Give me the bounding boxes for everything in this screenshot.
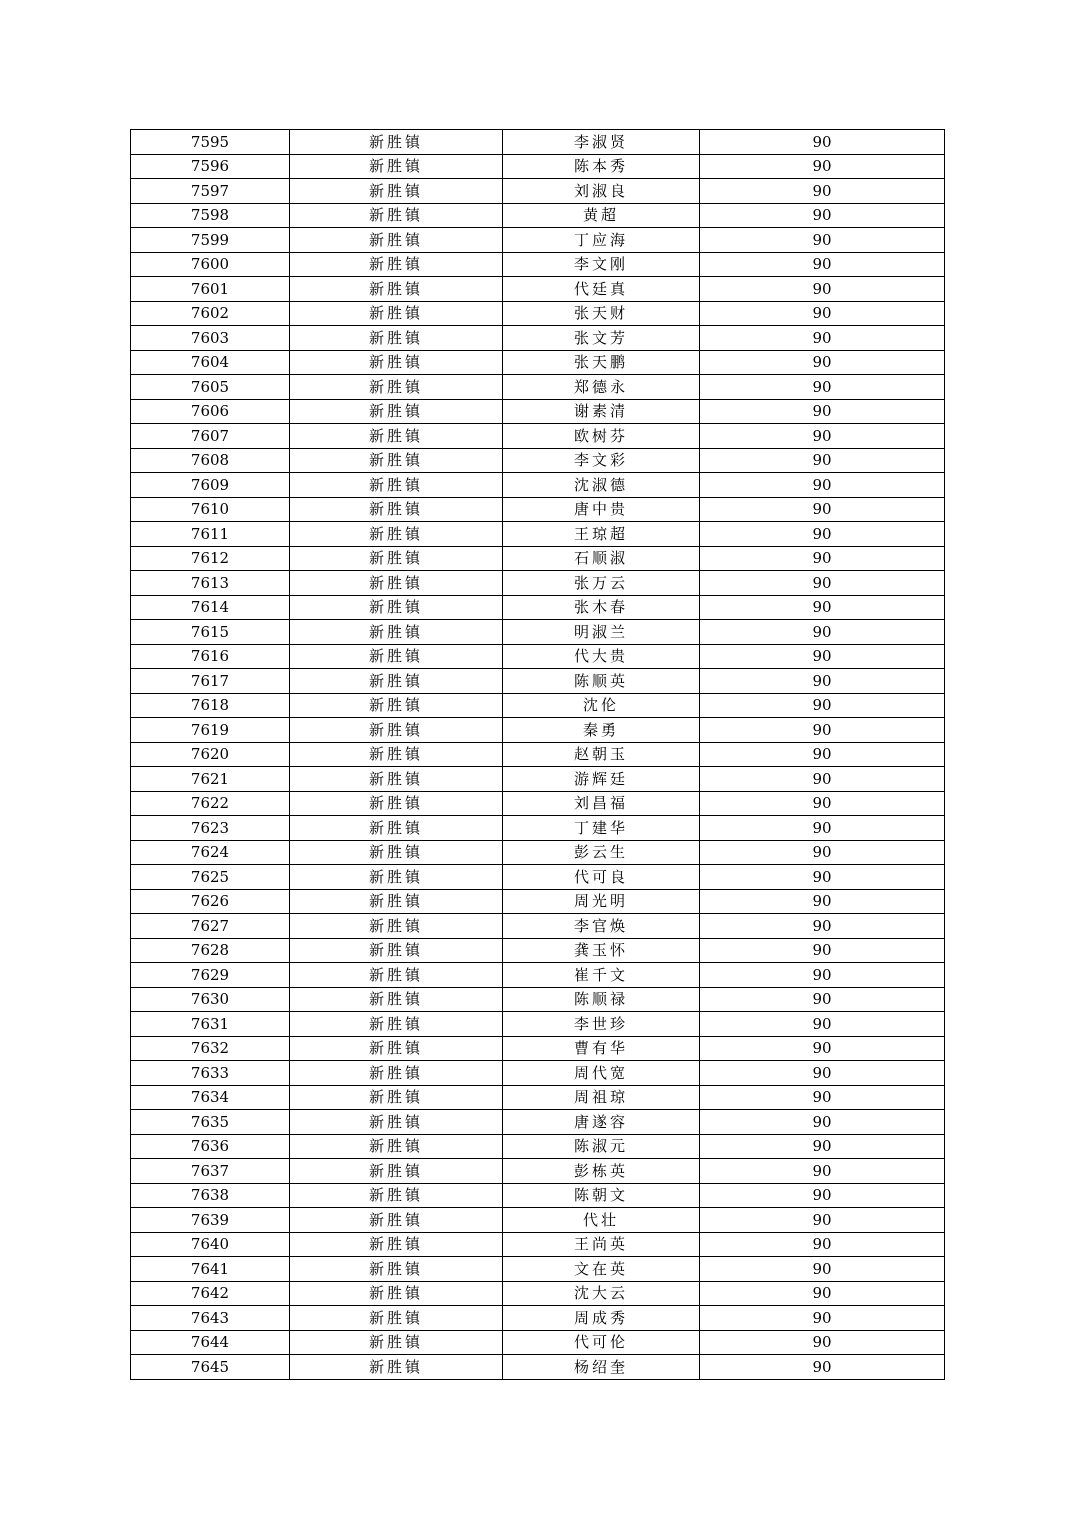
table-row bbox=[131, 1061, 945, 1086]
value-cell: 90 bbox=[700, 1183, 945, 1208]
row-number-cell: 7625 bbox=[131, 865, 290, 890]
town-cell: 新胜镇 bbox=[290, 1281, 503, 1306]
table-row bbox=[131, 1085, 945, 1110]
value-cell: 90 bbox=[700, 154, 945, 179]
town-cell: 新胜镇 bbox=[290, 154, 503, 179]
person-name-cell: 秦勇 bbox=[503, 718, 700, 743]
table-row bbox=[131, 1257, 945, 1282]
row-number-cell: 7612 bbox=[131, 546, 290, 571]
value-cell: 90 bbox=[700, 203, 945, 228]
table-row bbox=[131, 350, 945, 375]
table-row bbox=[131, 595, 945, 620]
value-cell: 90 bbox=[700, 767, 945, 792]
person-name-cell: 沈伦 bbox=[503, 693, 700, 718]
table-row bbox=[131, 938, 945, 963]
row-number-cell: 7627 bbox=[131, 914, 290, 939]
person-name-cell: 沈淑德 bbox=[503, 473, 700, 498]
row-number-cell: 7640 bbox=[131, 1232, 290, 1257]
row-number-cell: 7633 bbox=[131, 1061, 290, 1086]
person-name-cell: 谢素清 bbox=[503, 399, 700, 424]
value-cell: 90 bbox=[700, 791, 945, 816]
table-row bbox=[131, 791, 945, 816]
row-number-cell: 7608 bbox=[131, 448, 290, 473]
row-number-cell: 7638 bbox=[131, 1183, 290, 1208]
table-row bbox=[131, 473, 945, 498]
table-row bbox=[131, 889, 945, 914]
person-name-cell: 李文刚 bbox=[503, 252, 700, 277]
town-cell: 新胜镇 bbox=[290, 840, 503, 865]
person-name-cell: 周代宽 bbox=[503, 1061, 700, 1086]
table-row bbox=[131, 326, 945, 351]
town-cell: 新胜镇 bbox=[290, 1134, 503, 1159]
table-row bbox=[131, 448, 945, 473]
row-number-cell: 7596 bbox=[131, 154, 290, 179]
person-name-cell: 龚玉怀 bbox=[503, 938, 700, 963]
value-cell: 90 bbox=[700, 742, 945, 767]
table-row bbox=[131, 669, 945, 694]
value-cell: 90 bbox=[700, 963, 945, 988]
table-row bbox=[131, 399, 945, 424]
town-cell: 新胜镇 bbox=[290, 987, 503, 1012]
value-cell: 90 bbox=[700, 1306, 945, 1331]
table-row bbox=[131, 546, 945, 571]
row-number-cell: 7642 bbox=[131, 1281, 290, 1306]
town-cell: 新胜镇 bbox=[290, 522, 503, 547]
value-cell: 90 bbox=[700, 571, 945, 596]
row-number-cell: 7601 bbox=[131, 277, 290, 302]
town-cell: 新胜镇 bbox=[290, 375, 503, 400]
town-cell: 新胜镇 bbox=[290, 179, 503, 204]
person-name-cell: 李官焕 bbox=[503, 914, 700, 939]
row-number-cell: 7621 bbox=[131, 767, 290, 792]
person-name-cell: 丁应海 bbox=[503, 228, 700, 253]
person-name-cell: 陈朝文 bbox=[503, 1183, 700, 1208]
town-cell: 新胜镇 bbox=[290, 203, 503, 228]
town-cell: 新胜镇 bbox=[290, 228, 503, 253]
value-cell: 90 bbox=[700, 1232, 945, 1257]
table-row bbox=[131, 497, 945, 522]
row-number-cell: 7595 bbox=[131, 130, 290, 155]
row-number-cell: 7598 bbox=[131, 203, 290, 228]
value-cell: 90 bbox=[700, 1134, 945, 1159]
row-number-cell: 7641 bbox=[131, 1257, 290, 1282]
table-row bbox=[131, 130, 945, 155]
person-name-cell: 杨绍奎 bbox=[503, 1355, 700, 1380]
person-name-cell: 张文芳 bbox=[503, 326, 700, 351]
row-number-cell: 7635 bbox=[131, 1110, 290, 1135]
person-name-cell: 李淑贤 bbox=[503, 130, 700, 155]
town-cell: 新胜镇 bbox=[290, 1232, 503, 1257]
row-number-cell: 7634 bbox=[131, 1085, 290, 1110]
table-row bbox=[131, 767, 945, 792]
value-cell: 90 bbox=[700, 179, 945, 204]
row-number-cell: 7643 bbox=[131, 1306, 290, 1331]
table-row bbox=[131, 179, 945, 204]
town-cell: 新胜镇 bbox=[290, 448, 503, 473]
table-row bbox=[131, 1306, 945, 1331]
person-name-cell: 陈淑元 bbox=[503, 1134, 700, 1159]
table-row bbox=[131, 742, 945, 767]
value-cell: 90 bbox=[700, 987, 945, 1012]
row-number-cell: 7628 bbox=[131, 938, 290, 963]
town-cell: 新胜镇 bbox=[290, 277, 503, 302]
person-name-cell: 丁建华 bbox=[503, 816, 700, 841]
person-name-cell: 欧树芬 bbox=[503, 424, 700, 449]
town-cell: 新胜镇 bbox=[290, 767, 503, 792]
row-number-cell: 7614 bbox=[131, 595, 290, 620]
row-number-cell: 7620 bbox=[131, 742, 290, 767]
person-name-cell: 刘淑良 bbox=[503, 179, 700, 204]
person-name-cell: 周光明 bbox=[503, 889, 700, 914]
value-cell: 90 bbox=[700, 889, 945, 914]
value-cell: 90 bbox=[700, 1355, 945, 1380]
town-cell: 新胜镇 bbox=[290, 1257, 503, 1282]
value-cell: 90 bbox=[700, 865, 945, 890]
town-cell: 新胜镇 bbox=[290, 1330, 503, 1355]
table-row bbox=[131, 424, 945, 449]
row-number-cell: 7606 bbox=[131, 399, 290, 424]
table-row bbox=[131, 1232, 945, 1257]
table-row bbox=[131, 571, 945, 596]
value-cell: 90 bbox=[700, 669, 945, 694]
table-row bbox=[131, 154, 945, 179]
table-row bbox=[131, 1355, 945, 1380]
row-number-cell: 7623 bbox=[131, 816, 290, 841]
value-cell: 90 bbox=[700, 350, 945, 375]
value-cell: 90 bbox=[700, 1110, 945, 1135]
table-row bbox=[131, 277, 945, 302]
town-cell: 新胜镇 bbox=[290, 938, 503, 963]
person-name-cell: 赵朝玉 bbox=[503, 742, 700, 767]
town-cell: 新胜镇 bbox=[290, 1208, 503, 1233]
table-row bbox=[131, 1012, 945, 1037]
row-number-cell: 7599 bbox=[131, 228, 290, 253]
value-cell: 90 bbox=[700, 497, 945, 522]
table-row bbox=[131, 252, 945, 277]
person-name-cell: 崔千文 bbox=[503, 963, 700, 988]
row-number-cell: 7631 bbox=[131, 1012, 290, 1037]
table-row bbox=[131, 228, 945, 253]
table-row bbox=[131, 1159, 945, 1184]
row-number-cell: 7616 bbox=[131, 644, 290, 669]
value-cell: 90 bbox=[700, 718, 945, 743]
row-number-cell: 7604 bbox=[131, 350, 290, 375]
table-row bbox=[131, 1134, 945, 1159]
table-row bbox=[131, 1208, 945, 1233]
value-cell: 90 bbox=[700, 1012, 945, 1037]
person-name-cell: 唐中贵 bbox=[503, 497, 700, 522]
person-name-cell: 彭栋英 bbox=[503, 1159, 700, 1184]
row-number-cell: 7619 bbox=[131, 718, 290, 743]
town-cell: 新胜镇 bbox=[290, 1036, 503, 1061]
town-cell: 新胜镇 bbox=[290, 620, 503, 645]
table-row bbox=[131, 522, 945, 547]
row-number-cell: 7632 bbox=[131, 1036, 290, 1061]
value-cell: 90 bbox=[700, 1208, 945, 1233]
row-number-cell: 7605 bbox=[131, 375, 290, 400]
data-table bbox=[130, 129, 945, 1380]
town-cell: 新胜镇 bbox=[290, 473, 503, 498]
value-cell: 90 bbox=[700, 816, 945, 841]
town-cell: 新胜镇 bbox=[290, 742, 503, 767]
value-cell: 90 bbox=[700, 399, 945, 424]
town-cell: 新胜镇 bbox=[290, 1159, 503, 1184]
value-cell: 90 bbox=[700, 252, 945, 277]
table-row bbox=[131, 987, 945, 1012]
table-row bbox=[131, 1281, 945, 1306]
row-number-cell: 7617 bbox=[131, 669, 290, 694]
table-row bbox=[131, 375, 945, 400]
table-row bbox=[131, 1330, 945, 1355]
row-number-cell: 7607 bbox=[131, 424, 290, 449]
value-cell: 90 bbox=[700, 1281, 945, 1306]
row-number-cell: 7611 bbox=[131, 522, 290, 547]
person-name-cell: 代大贵 bbox=[503, 644, 700, 669]
town-cell: 新胜镇 bbox=[290, 595, 503, 620]
town-cell: 新胜镇 bbox=[290, 1355, 503, 1380]
person-name-cell: 彭云生 bbox=[503, 840, 700, 865]
value-cell: 90 bbox=[700, 228, 945, 253]
row-number-cell: 7618 bbox=[131, 693, 290, 718]
town-cell: 新胜镇 bbox=[290, 1061, 503, 1086]
town-cell: 新胜镇 bbox=[290, 1306, 503, 1331]
town-cell: 新胜镇 bbox=[290, 865, 503, 890]
person-name-cell: 陈顺禄 bbox=[503, 987, 700, 1012]
row-number-cell: 7636 bbox=[131, 1134, 290, 1159]
person-name-cell: 陈本秀 bbox=[503, 154, 700, 179]
row-number-cell: 7597 bbox=[131, 179, 290, 204]
value-cell: 90 bbox=[700, 620, 945, 645]
value-cell: 90 bbox=[700, 326, 945, 351]
person-name-cell: 代可良 bbox=[503, 865, 700, 890]
value-cell: 90 bbox=[700, 301, 945, 326]
town-cell: 新胜镇 bbox=[290, 791, 503, 816]
town-cell: 新胜镇 bbox=[290, 252, 503, 277]
town-cell: 新胜镇 bbox=[290, 497, 503, 522]
value-cell: 90 bbox=[700, 1036, 945, 1061]
town-cell: 新胜镇 bbox=[290, 130, 503, 155]
table-row bbox=[131, 693, 945, 718]
row-number-cell: 7644 bbox=[131, 1330, 290, 1355]
row-number-cell: 7626 bbox=[131, 889, 290, 914]
row-number-cell: 7603 bbox=[131, 326, 290, 351]
row-number-cell: 7610 bbox=[131, 497, 290, 522]
value-cell: 90 bbox=[700, 644, 945, 669]
town-cell: 新胜镇 bbox=[290, 914, 503, 939]
value-cell: 90 bbox=[700, 546, 945, 571]
person-name-cell: 唐遂容 bbox=[503, 1110, 700, 1135]
person-name-cell: 周成秀 bbox=[503, 1306, 700, 1331]
person-name-cell: 明淑兰 bbox=[503, 620, 700, 645]
town-cell: 新胜镇 bbox=[290, 424, 503, 449]
town-cell: 新胜镇 bbox=[290, 326, 503, 351]
person-name-cell: 张天鹏 bbox=[503, 350, 700, 375]
town-cell: 新胜镇 bbox=[290, 1183, 503, 1208]
table-row bbox=[131, 620, 945, 645]
town-cell: 新胜镇 bbox=[290, 571, 503, 596]
table-row bbox=[131, 301, 945, 326]
value-cell: 90 bbox=[700, 1257, 945, 1282]
value-cell: 90 bbox=[700, 1061, 945, 1086]
row-number-cell: 7645 bbox=[131, 1355, 290, 1380]
row-number-cell: 7609 bbox=[131, 473, 290, 498]
table-row bbox=[131, 1110, 945, 1135]
person-name-cell: 郑德永 bbox=[503, 375, 700, 400]
table-row bbox=[131, 914, 945, 939]
row-number-cell: 7637 bbox=[131, 1159, 290, 1184]
value-cell: 90 bbox=[700, 375, 945, 400]
table-body bbox=[131, 130, 945, 1380]
value-cell: 90 bbox=[700, 595, 945, 620]
row-number-cell: 7624 bbox=[131, 840, 290, 865]
person-name-cell: 游辉廷 bbox=[503, 767, 700, 792]
value-cell: 90 bbox=[700, 1159, 945, 1184]
value-cell: 90 bbox=[700, 938, 945, 963]
person-name-cell: 沈大云 bbox=[503, 1281, 700, 1306]
value-cell: 90 bbox=[700, 914, 945, 939]
value-cell: 90 bbox=[700, 448, 945, 473]
row-number-cell: 7622 bbox=[131, 791, 290, 816]
person-name-cell: 代可伦 bbox=[503, 1330, 700, 1355]
table-row bbox=[131, 963, 945, 988]
value-cell: 90 bbox=[700, 1085, 945, 1110]
table-row bbox=[131, 816, 945, 841]
row-number-cell: 7639 bbox=[131, 1208, 290, 1233]
table-row bbox=[131, 840, 945, 865]
person-name-cell: 黄超 bbox=[503, 203, 700, 228]
person-name-cell: 石顺淑 bbox=[503, 546, 700, 571]
town-cell: 新胜镇 bbox=[290, 350, 503, 375]
value-cell: 90 bbox=[700, 473, 945, 498]
value-cell: 90 bbox=[700, 1330, 945, 1355]
town-cell: 新胜镇 bbox=[290, 301, 503, 326]
person-name-cell: 代廷真 bbox=[503, 277, 700, 302]
town-cell: 新胜镇 bbox=[290, 1110, 503, 1135]
row-number-cell: 7613 bbox=[131, 571, 290, 596]
value-cell: 90 bbox=[700, 693, 945, 718]
person-name-cell: 王琼超 bbox=[503, 522, 700, 547]
row-number-cell: 7602 bbox=[131, 301, 290, 326]
person-name-cell: 文在英 bbox=[503, 1257, 700, 1282]
town-cell: 新胜镇 bbox=[290, 399, 503, 424]
value-cell: 90 bbox=[700, 277, 945, 302]
value-cell: 90 bbox=[700, 840, 945, 865]
table-row bbox=[131, 203, 945, 228]
town-cell: 新胜镇 bbox=[290, 546, 503, 571]
town-cell: 新胜镇 bbox=[290, 693, 503, 718]
person-name-cell: 张木春 bbox=[503, 595, 700, 620]
person-name-cell: 李世珍 bbox=[503, 1012, 700, 1037]
town-cell: 新胜镇 bbox=[290, 644, 503, 669]
row-number-cell: 7615 bbox=[131, 620, 290, 645]
value-cell: 90 bbox=[700, 522, 945, 547]
person-name-cell: 曹有华 bbox=[503, 1036, 700, 1061]
person-name-cell: 周祖琼 bbox=[503, 1085, 700, 1110]
person-name-cell: 刘昌福 bbox=[503, 791, 700, 816]
town-cell: 新胜镇 bbox=[290, 889, 503, 914]
table-row bbox=[131, 1036, 945, 1061]
person-name-cell: 张万云 bbox=[503, 571, 700, 596]
person-name-cell: 李文彩 bbox=[503, 448, 700, 473]
row-number-cell: 7630 bbox=[131, 987, 290, 1012]
person-name-cell: 代壮 bbox=[503, 1208, 700, 1233]
person-name-cell: 张天财 bbox=[503, 301, 700, 326]
town-cell: 新胜镇 bbox=[290, 669, 503, 694]
table-row bbox=[131, 718, 945, 743]
person-name-cell: 王尚英 bbox=[503, 1232, 700, 1257]
town-cell: 新胜镇 bbox=[290, 963, 503, 988]
table-row bbox=[131, 644, 945, 669]
row-number-cell: 7600 bbox=[131, 252, 290, 277]
town-cell: 新胜镇 bbox=[290, 1085, 503, 1110]
person-name-cell: 陈顺英 bbox=[503, 669, 700, 694]
value-cell: 90 bbox=[700, 424, 945, 449]
town-cell: 新胜镇 bbox=[290, 1012, 503, 1037]
table-row bbox=[131, 865, 945, 890]
row-number-cell: 7629 bbox=[131, 963, 290, 988]
town-cell: 新胜镇 bbox=[290, 718, 503, 743]
town-cell: 新胜镇 bbox=[290, 816, 503, 841]
table-row bbox=[131, 1183, 945, 1208]
value-cell: 90 bbox=[700, 130, 945, 155]
